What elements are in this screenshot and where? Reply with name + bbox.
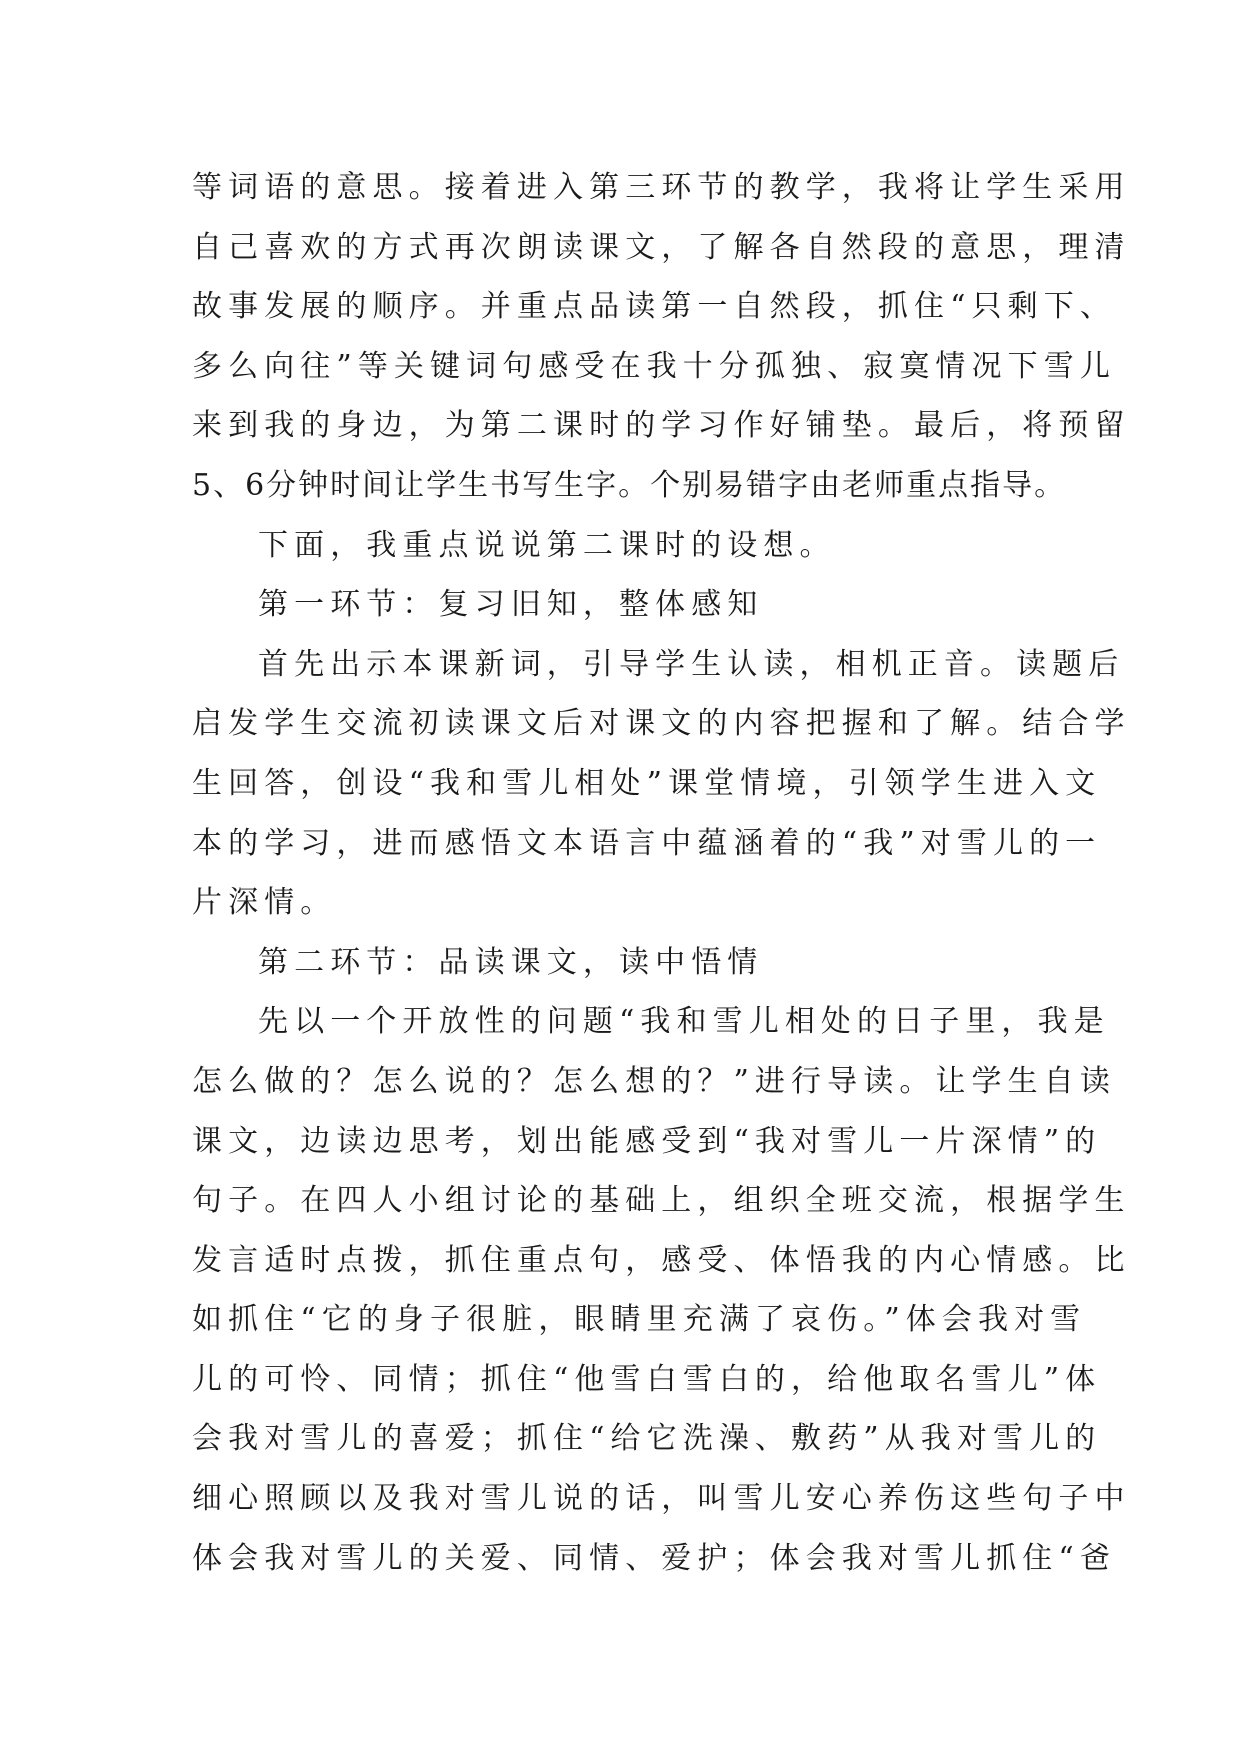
text-line: 片深情。 xyxy=(192,885,337,921)
text-line: 体会我对雪儿的关爱、同情、爱护；体会我对雪儿抓住“爸 xyxy=(192,1540,1116,1576)
paragraph-start: 首先出示本课新词，引导学生认读，相机正音。读题后 xyxy=(258,646,1125,682)
paragraph-start: 先以一个开放性的问题“我和雪儿相处的日子里，我是 xyxy=(258,1004,1110,1040)
text-line: 如抓住“它的身子很脏，眼睛里充满了哀伤。”体会我对雪 xyxy=(192,1302,1087,1338)
text-line: 怎么做的？怎么说的？怎么想的？”进行导读。让学生自读 xyxy=(192,1063,1116,1099)
text-line: 课文，边读边思考，划出能感受到“我对雪儿一片深情”的 xyxy=(192,1123,1102,1159)
text-line: 故事发展的顺序。并重点品读第一自然段，抓住“只剩下、 xyxy=(192,289,1116,325)
paragraph-start: 下面，我重点说说第二课时的设想。 xyxy=(258,527,836,563)
text-line: 生回答，创设“我和雪儿相处”课堂情境，引领学生进入文 xyxy=(192,765,1102,801)
text-line: 细心照顾以及我对雪儿说的话，叫雪儿安心养伤这些句子中 xyxy=(192,1481,1131,1517)
text-line: 儿的可怜、同情；抓住“他雪白雪白的，给他取名雪儿”体 xyxy=(192,1361,1102,1397)
text-line: 句子。在四人小组讨论的基础上，组织全班交流，根据学生 xyxy=(192,1183,1131,1219)
section-heading: 第二环节：品读课文，读中悟情 xyxy=(258,944,764,980)
text-line: 等词语的意思。接着进入第三环节的教学，我将让学生采用 xyxy=(192,170,1131,205)
text-line: 自己喜欢的方式再次朗读课文，了解各自然段的意思，理清 xyxy=(192,229,1131,265)
text-line: 多么向往”等关键词句感受在我十分孤独、寂寞情况下雪儿 xyxy=(192,348,1116,384)
text-line: 来到我的身边，为第二课时的学习作好铺垫。最后，将预留 xyxy=(192,408,1131,444)
text-line: 5、6分钟时间让学生书写生字。个别易错字由老师重点指导。 xyxy=(192,467,1067,503)
text-line: 发言适时点拨，抓住重点句，感受、体悟我的内心情感。比 xyxy=(192,1242,1131,1278)
section-heading: 第一环节：复习旧知，整体感知 xyxy=(258,587,764,623)
text-line: 本的学习，进而感悟文本语言中蕴涵着的“我”对雪儿的一 xyxy=(192,825,1102,861)
text-line: 启发学生交流初读课文后对课文的内容把握和了解。结合学 xyxy=(192,706,1131,742)
text-line: 会我对雪儿的喜爱；抓住“给它洗澡、敷药”从我对雪儿的 xyxy=(192,1421,1102,1457)
document-body xyxy=(192,158,1131,1588)
